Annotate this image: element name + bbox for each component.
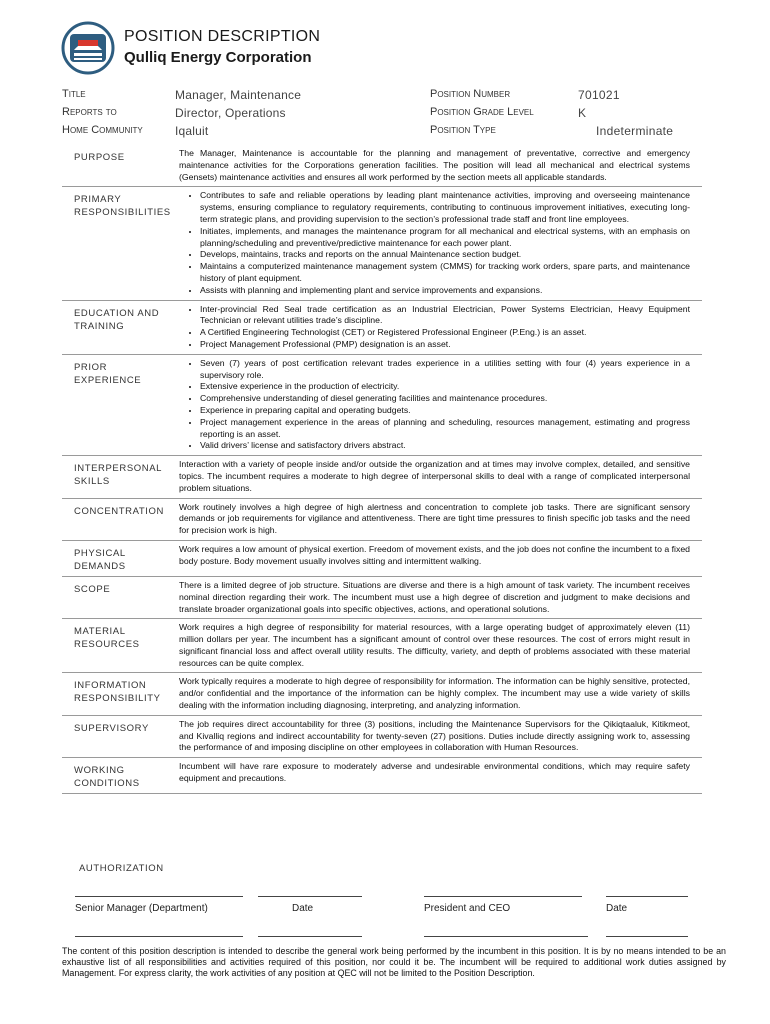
reports-to-label: Reports to (62, 106, 117, 118)
section-concentration (62, 499, 702, 541)
concentration-text: Work routinely involves a high degree of high alertness and concentration to complete job tasks. There are significant sensory demands or job requirements for vigilance and attentiveness. There are tight time pressures to finish specific job tasks and the need for precision work is high. (179, 501, 690, 536)
physical-demands-label (62, 544, 179, 573)
label-line: PRIOR (74, 361, 108, 373)
position-type-label: Position Type (430, 124, 496, 136)
education-list (179, 304, 690, 351)
signature-line-president[interactable] (424, 896, 582, 897)
section-working-conditions (62, 758, 702, 794)
label-line: WORKING (74, 765, 125, 777)
home-community-value: Iqaluit (175, 124, 209, 138)
section-information-responsibility (62, 673, 702, 715)
prior-experience-body (179, 358, 702, 452)
label-line: PHYSICAL (74, 547, 126, 559)
label-line: SKILLS (74, 476, 110, 488)
list-item: • Extensive experience in the production of electricity. (200, 381, 690, 393)
label-line: RESOURCES (74, 639, 140, 651)
company-name: Qulliq Energy Corporation (124, 49, 312, 66)
primary-responsibilities-label (62, 190, 179, 296)
section-education (62, 301, 702, 355)
scope-label: SCOPE (74, 583, 111, 595)
information-responsibility-text: Work typically requires a moderate to high degree of responsibility for information. The information can be highly sensitive, protected, and/or confidential and the importance of the information can be highly complex. The incumbent may use a wide variety of skills dealing with the information including diagnosing, interpreting, and analyzing information. (179, 676, 690, 711)
section-scope (62, 577, 702, 619)
section-prior-experience (62, 355, 702, 456)
material-resources-text: Work requires a high degree of responsibility for material resources, with a large operating budget of approximately eleven (11) million dollars per year. The incumbent has a significant amount of control over these resources. The cost of errors might result in significant financial loss and affect overall utility results. The difficulty, variety, and depth of problems associated with these material resources can be quite complex. (179, 622, 690, 668)
label-line: MATERIAL (74, 626, 126, 638)
home-community-label: Home Community (62, 124, 143, 136)
grade-level-value: K (578, 106, 587, 120)
meta-row-title (62, 88, 702, 106)
qec-logo-icon (60, 20, 116, 76)
label-line: INFORMATION (74, 680, 147, 692)
list-item: • Experience in preparing capital and operating budgets. (200, 405, 690, 417)
supervisory-label: SUPERVISORY (74, 722, 149, 734)
list-item: • Develops, maintains, tracks and reports on the annual Maintenance section budget. (200, 249, 690, 261)
position-number-value: 701021 (578, 88, 620, 102)
section-interpersonal-skills (62, 456, 702, 498)
prior-experience-label (62, 358, 179, 452)
senior-manager-label: Senior Manager (Department) (75, 903, 208, 914)
label-line: EDUCATION AND (74, 307, 160, 319)
list-item: • Assists with planning and implementing plant and service improvements and expansions. (200, 285, 690, 297)
list-item: • Valid drivers’ license and satisfactory drivers abstract. (200, 440, 690, 452)
information-responsibility-label (62, 676, 179, 711)
section-purpose (62, 145, 702, 187)
footer-disclaimer: The content of this position description is intended to describe the general work being performed by the incumbent in this position. It is by no means intended to be an exhaustive list of all responsibilities and activities required of this position, nor could it be. The incumbent will be required to additional work duties assigned by Management. For express clarity, the work activities of any position at QEC will not be limited to the Position Description. (62, 946, 726, 978)
education-label (62, 304, 179, 351)
title-label: Title (62, 88, 86, 100)
authorization-label: AUTHORIZATION (79, 863, 164, 874)
list-item: • Initiates, implements, and manages the maintenance program for all mechanical and electrical systems, with an emphasis on planning/scheduling and preventive/predictive maintenance for each power plant. (200, 226, 690, 250)
section-material-resources (62, 619, 702, 673)
document-header (60, 18, 710, 74)
section-supervisory (62, 716, 702, 758)
meta-row-community (62, 124, 702, 142)
list-item: • Comprehensive understanding of diesel generating facilities and maintenance procedures. (200, 393, 690, 405)
physical-demands-text: Work requires a low amount of physical exertion. Freedom of movement exists, and the job does not confine the incumbent to a fixed body posture. Body movement usually involves sitting and intermittent walking. (179, 543, 690, 566)
list-item: • A Certified Engineering Technologist (CET) or Registered Professional Engineer (P.Eng.) is an asset. (200, 327, 690, 339)
label-line: TRAINING (74, 320, 125, 332)
signature-line-extra-4[interactable] (606, 936, 688, 937)
position-number-label: Position Number (430, 88, 511, 100)
meta-row-reports (62, 106, 702, 124)
date-line-2[interactable] (606, 896, 688, 897)
interpersonal-skills-text: Interaction with a variety of people inside and/or outside the organization and at times may involve complex, detailed, and sensitive topics. The incumbent requires a moderate to high degree of interpersonal skills to deal with a range of complicated interpersonal problem situations. (179, 459, 690, 493)
label-line: DEMANDS (74, 560, 126, 572)
interpersonal-skills-label (62, 459, 179, 494)
list-item: • Project Management Professional (PMP) designation is an asset. (200, 339, 690, 351)
working-conditions-label (62, 761, 179, 790)
label-line: RESPONSIBILITIES (74, 207, 171, 219)
list-item: • Contributes to safe and reliable operations by leading plant maintenance activities, improving and overseeing maintenance systems, ensuring compliance to regulatory requirements, contributing to continuous improvement initiatives, executing long-term strategic plans, and providing supervision to the section’s professional trade staff and front line employees. (200, 190, 690, 225)
grade-level-label: Position Grade Level (430, 106, 534, 118)
section-primary-responsibilities (62, 187, 702, 300)
experience-list (179, 358, 690, 452)
signature-line-extra-3[interactable] (424, 936, 588, 937)
working-conditions-text: Incumbent will have rare exposure to moderately adverse and undesirable environmental conditions, which may require safety equipment and precautions. (179, 761, 690, 784)
scope-text: There is a limited degree of job structure. Situations are diverse and there is a high amount of task variety. The incumbent receives nominal direction regarding their work. The incumbent must use a high degree of discretion and judgment to make decisions and translate broader organizational goals into specific objectives, actions, and operational solutions. (179, 579, 690, 614)
concentration-label: CONCENTRATION (74, 505, 164, 517)
label-line: RESPONSIBILITY (74, 693, 161, 705)
list-item: • Project management experience in the areas of planning and scheduling, resources management, estimating and progress reporting is an asset. (200, 417, 690, 441)
document-title: POSITION DESCRIPTION (124, 28, 321, 45)
label-line: INTERPERSONAL (74, 463, 163, 475)
president-label: President and CEO (424, 903, 511, 914)
supervisory-text: The job requires direct accountability for three (3) positions, including the Maintenance Supervisors for the Qikiqtaaluk, Kitikmeot, and Kivalliq regions and indirect accountability for twenty-seven (27) positions. Duties include directly assigning work to, assessing the performance of and imposing discipline on other employees in collaboration with Human Resources. (179, 718, 690, 753)
purpose-text: The Manager, Maintenance is accountable for the planning and management of preventative, corrective and emergency maintenance activities for the Corporations generation facilities. The position will lead all mechanical and electrical systems (Gensets) maintenance activities and ensures all work performed by the section meets all applicable standards. (179, 148, 690, 182)
signature-line-extra-1[interactable] (75, 936, 243, 937)
label-line: CONDITIONS (74, 778, 140, 790)
education-body (179, 304, 702, 351)
position-meta (62, 88, 702, 142)
signature-line-extra-2[interactable] (258, 936, 362, 937)
date-label-2: Date (606, 903, 628, 914)
label-line: PRIMARY (74, 194, 122, 206)
label-line: EXPERIENCE (74, 374, 142, 386)
material-resources-label (62, 622, 179, 669)
purpose-label: PURPOSE (74, 152, 125, 163)
date-line-1[interactable] (258, 896, 362, 897)
title-value: Manager, Maintenance (175, 88, 302, 102)
responsibilities-list (179, 190, 690, 296)
sections-table (62, 145, 702, 794)
list-item: • Seven (7) years of post certification relevant trades experience in a utilities setting with four (4) years experience in a supervisory role. (200, 358, 690, 382)
position-type-value: Indeterminate (596, 124, 674, 138)
list-item: • Maintains a computerized maintenance management system (CMMS) for tracking work orders, spare parts, and maintenance history of plant equipment. (200, 261, 690, 285)
primary-responsibilities-body (179, 190, 702, 296)
date-label-1: Date (292, 903, 314, 914)
signature-line-senior-manager[interactable] (75, 896, 243, 897)
list-item: • Inter-provincial Red Seal trade certification as an Industrial Electrician, Power Systems Electrician, Heavy Equipment Technician or relevant utilities trade’s discipline. (200, 304, 690, 328)
reports-to-value: Director, Operations (175, 106, 286, 120)
section-physical-demands (62, 541, 702, 577)
